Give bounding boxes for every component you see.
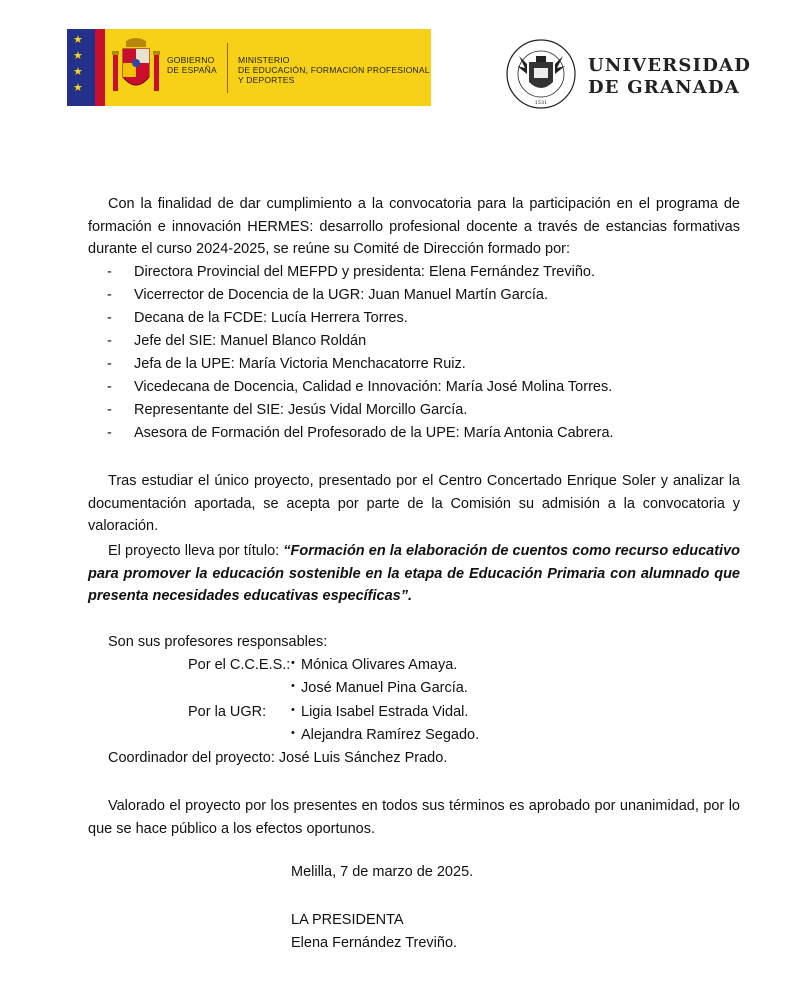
university-name-line-2: DE GRANADA bbox=[588, 77, 740, 98]
place-date: Melilla, 7 de marzo de 2025. bbox=[291, 864, 474, 880]
divider bbox=[227, 43, 228, 93]
list-dash: - bbox=[107, 333, 112, 349]
list-dash: - bbox=[107, 310, 112, 326]
signer-name: Elena Fernández Treviño. bbox=[291, 935, 458, 951]
government-logo-badge bbox=[67, 29, 431, 106]
ugr-label: Por la UGR: bbox=[188, 704, 267, 720]
teacher-name: José Manuel Pina García. bbox=[301, 680, 468, 696]
list-dash: - bbox=[107, 264, 112, 280]
star-icon: ★ bbox=[73, 82, 83, 94]
gov-line-2: DE ESPAÑA bbox=[167, 65, 217, 75]
list-dash: - bbox=[107, 356, 112, 372]
committee-item: Representante del SIE: Jesús Vidal Morcillo García. bbox=[134, 402, 468, 418]
coordinator-line: Coordinador del proyecto: José Luis Sánchez Prado. bbox=[108, 750, 448, 766]
ministry-text-block bbox=[238, 55, 430, 85]
flag-red-bar bbox=[95, 29, 105, 106]
teachers-heading: Son sus profesores responsables: bbox=[108, 634, 328, 650]
ministry-line-3: Y DEPORTES bbox=[238, 75, 295, 85]
committee-item: Directora Provincial del MEFPD y presidenta: Elena Fernández Treviño. bbox=[134, 264, 595, 280]
list-dash: - bbox=[107, 287, 112, 303]
title-lead: El proyecto lleva por título: bbox=[108, 543, 284, 559]
gov-text-block bbox=[167, 55, 217, 75]
committee-item: Jefa de la UPE: María Victoria Menchacatorre Ruiz. bbox=[134, 356, 466, 372]
signer-role: LA PRESIDENTA bbox=[291, 912, 404, 928]
bullet-icon: • bbox=[291, 657, 295, 669]
teacher-name: Ligia Isabel Estrada Vidal. bbox=[301, 704, 469, 720]
committee-item: Asesora de Formación del Profesorado de la UPE: María Antonia Cabrera. bbox=[134, 425, 614, 441]
list-dash: - bbox=[107, 402, 112, 418]
committee-item: Vicedecana de Docencia, Calidad e Innovación: María José Molina Torres. bbox=[134, 379, 613, 395]
intro-paragraph: Con la finalidad de dar cumplimiento a la convocatoria para la participación en el programa de formación e innovación HERMES: desarrollo profesional docente a través de estancias formativas durante el curso 2024-2025, se reúne su Comité de Dirección formado por: bbox=[88, 196, 740, 257]
ministry-line-1: MINISTERIO bbox=[238, 55, 290, 65]
list-dash: - bbox=[107, 425, 112, 441]
star-icon: ★ bbox=[73, 34, 83, 46]
teacher-name: Mónica Olivares Amaya. bbox=[301, 657, 458, 673]
bullet-icon: • bbox=[291, 727, 295, 739]
university-seal-icon bbox=[505, 38, 577, 110]
conclusion-paragraph: Valorado el proyecto por los presentes en todos sus términos es aprobado por unanimidad, por lo que se hace público a los efectos oportunos. bbox=[88, 798, 740, 837]
seal-year: 1531 bbox=[534, 100, 548, 106]
star-icon: ★ bbox=[73, 66, 83, 78]
teacher-name: Alejandra Ramírez Segado. bbox=[301, 727, 480, 743]
gov-line-1: GOBIERNO bbox=[167, 55, 215, 65]
study-paragraph: Tras estudiar el único proyecto, presentado por el Centro Concertado Enrique Soler y analizar la documentación aportada, se acepta por parte de la Comisión su admisión a la convocatoria y valoración. bbox=[88, 473, 740, 534]
ministry-line-2: DE EDUCACIÓN, FORMACIÓN PROFESIONAL bbox=[238, 65, 430, 75]
project-title-paragraph bbox=[88, 540, 740, 608]
list-dash: - bbox=[107, 379, 112, 395]
ces-label: Por el C.C.E.S.: bbox=[188, 657, 291, 673]
star-icon: ★ bbox=[73, 50, 83, 62]
bullet-icon: • bbox=[291, 704, 295, 716]
eu-flag-bar bbox=[67, 29, 95, 106]
coat-of-arms-icon bbox=[111, 37, 161, 97]
project-title: “Formación en la elaboración de cuentos como recurso educativo para promover la educación sostenible en la etapa de Educación Primaria con alumnado que presenta necesidades educativas específicas”. bbox=[88, 543, 740, 604]
committee-item: Decana de la FCDE: Lucía Herrera Torres. bbox=[134, 310, 408, 326]
university-name-line-1: UNIVERSIDAD bbox=[588, 55, 752, 76]
bullet-icon: • bbox=[291, 680, 295, 692]
committee-item: Jefe del SIE: Manuel Blanco Roldán bbox=[134, 333, 367, 349]
committee-item: Vicerrector de Docencia de la UGR: Juan Manuel Martín García. bbox=[134, 287, 548, 303]
